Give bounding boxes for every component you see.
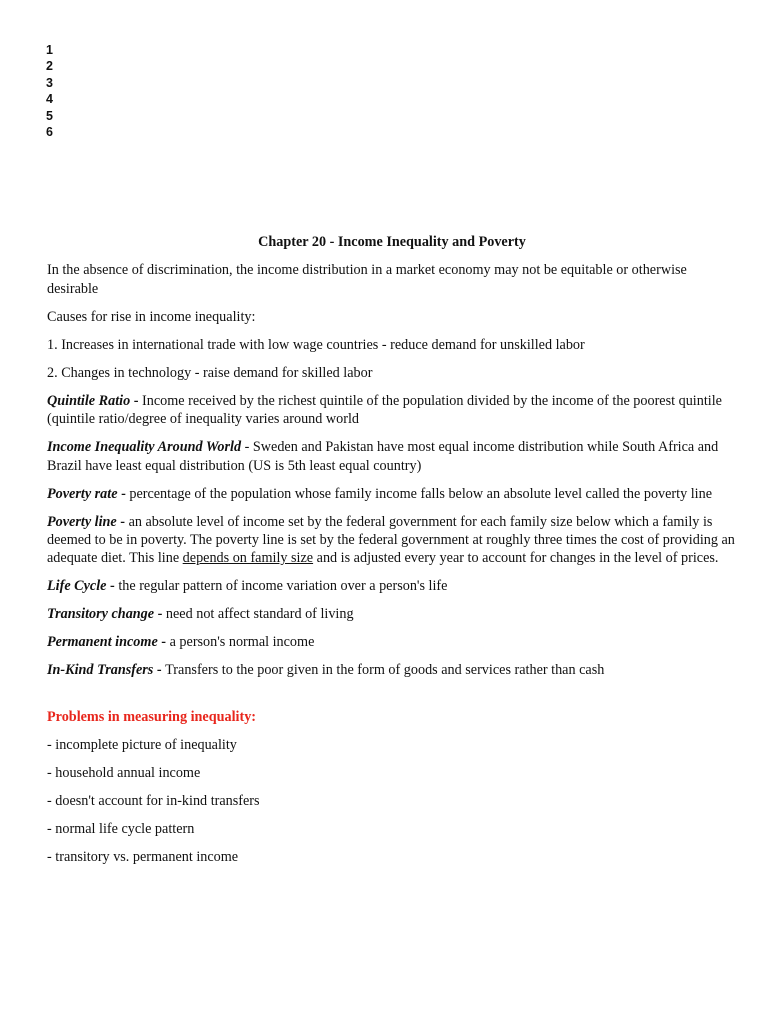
- definition-separator: -: [116, 513, 129, 530]
- definition-text: an absolute level of income set by the federal government for each family size below which a family is deemed to be in poverty. The poverty line is set by the federal government at roughly three times the cost of providing an adequate diet. This line: [47, 513, 735, 567]
- causes-heading: Causes for rise in income inequality:: [47, 308, 256, 325]
- problem-item: - incomplete picture of inequality: [47, 737, 237, 754]
- definition-term: Life Cycle: [47, 578, 107, 595]
- definition-text: a person's normal income: [169, 634, 315, 651]
- chapter-title: Chapter 20 - Income Inequality and Poverty: [258, 234, 526, 250]
- definition-term: Poverty line: [47, 513, 117, 530]
- line-number: 3: [46, 75, 53, 90]
- problem-item: - normal life cycle pattern: [47, 821, 195, 838]
- definition-text: need not affect standard of living: [165, 606, 354, 623]
- line-number: 6: [46, 125, 53, 140]
- intro-paragraph: In the absence of discrimination, the income distribution in a market economy may not be equitable or otherwise desirable: [47, 262, 687, 297]
- line-number: 1: [46, 43, 53, 57]
- problems-heading: Problems in measuring inequality:: [47, 709, 257, 726]
- line-number: 4: [46, 92, 53, 107]
- definition-separator: -: [157, 634, 170, 651]
- definition-separator: -: [154, 606, 166, 623]
- definition-term: Quintile Ratio: [47, 392, 131, 409]
- definition-separator: -: [153, 662, 166, 679]
- definition-poverty-line: [47, 513, 737, 568]
- definition-term: Poverty rate: [47, 485, 118, 502]
- underlined-phrase: depends on family size: [182, 550, 314, 567]
- definition-separator: -: [130, 392, 142, 409]
- definition-term: Permanent income: [47, 634, 158, 651]
- definition-poverty-rate: [47, 485, 737, 503]
- cause-item: 2. Changes in technology - raise demand for skilled labor: [47, 364, 373, 381]
- problem-item: - household annual income: [47, 765, 201, 782]
- definition-text: percentage of the population whose family income falls below an absolute level called the poverty line: [129, 485, 713, 502]
- definition-text: the regular pattern of income variation over a person's life: [118, 578, 448, 595]
- definition-term: In-Kind Transfers: [47, 662, 154, 679]
- definition-in-kind-transfers: [47, 661, 737, 679]
- definition-separator: -: [241, 439, 253, 456]
- problem-item: - transitory vs. permanent income: [47, 849, 239, 866]
- blank-line: [47, 689, 737, 708]
- definition-quintile-ratio: [47, 392, 737, 429]
- document-body: [47, 233, 737, 876]
- definition-text: Transfers to the poor given in the form of goods and services rather than cash: [165, 662, 605, 679]
- cause-item: 1. Increases in international trade with low wage countries - reduce demand for unskilled labor: [47, 336, 585, 353]
- definition-separator: -: [117, 485, 130, 502]
- definition-transitory-change: [47, 605, 737, 623]
- definition-income-inequality: [47, 438, 737, 475]
- line-number: 2: [46, 59, 53, 74]
- definition-life-cycle: [47, 577, 737, 595]
- problem-item: - doesn't account for in-kind transfers: [47, 793, 260, 810]
- definition-text: Income received by the richest quintile of the population divided by the income of the poorest quintile (quintile ratio/degree of inequality varies around world: [47, 392, 722, 428]
- definition-permanent-income: [47, 633, 737, 651]
- line-numbers: [46, 42, 53, 140]
- line-number: 5: [46, 108, 53, 123]
- definition-term: Income Inequality Around World: [47, 439, 242, 456]
- definition-separator: -: [106, 578, 119, 595]
- definition-text-continued: and is adjusted every year to account for changes in the level of prices.: [313, 550, 719, 567]
- definition-text: Sweden and Pakistan have most equal income distribution while South Africa and Brazil have least equal distribution (US is 5th least equal country): [47, 439, 719, 474]
- definition-term: Transitory change: [47, 606, 155, 623]
